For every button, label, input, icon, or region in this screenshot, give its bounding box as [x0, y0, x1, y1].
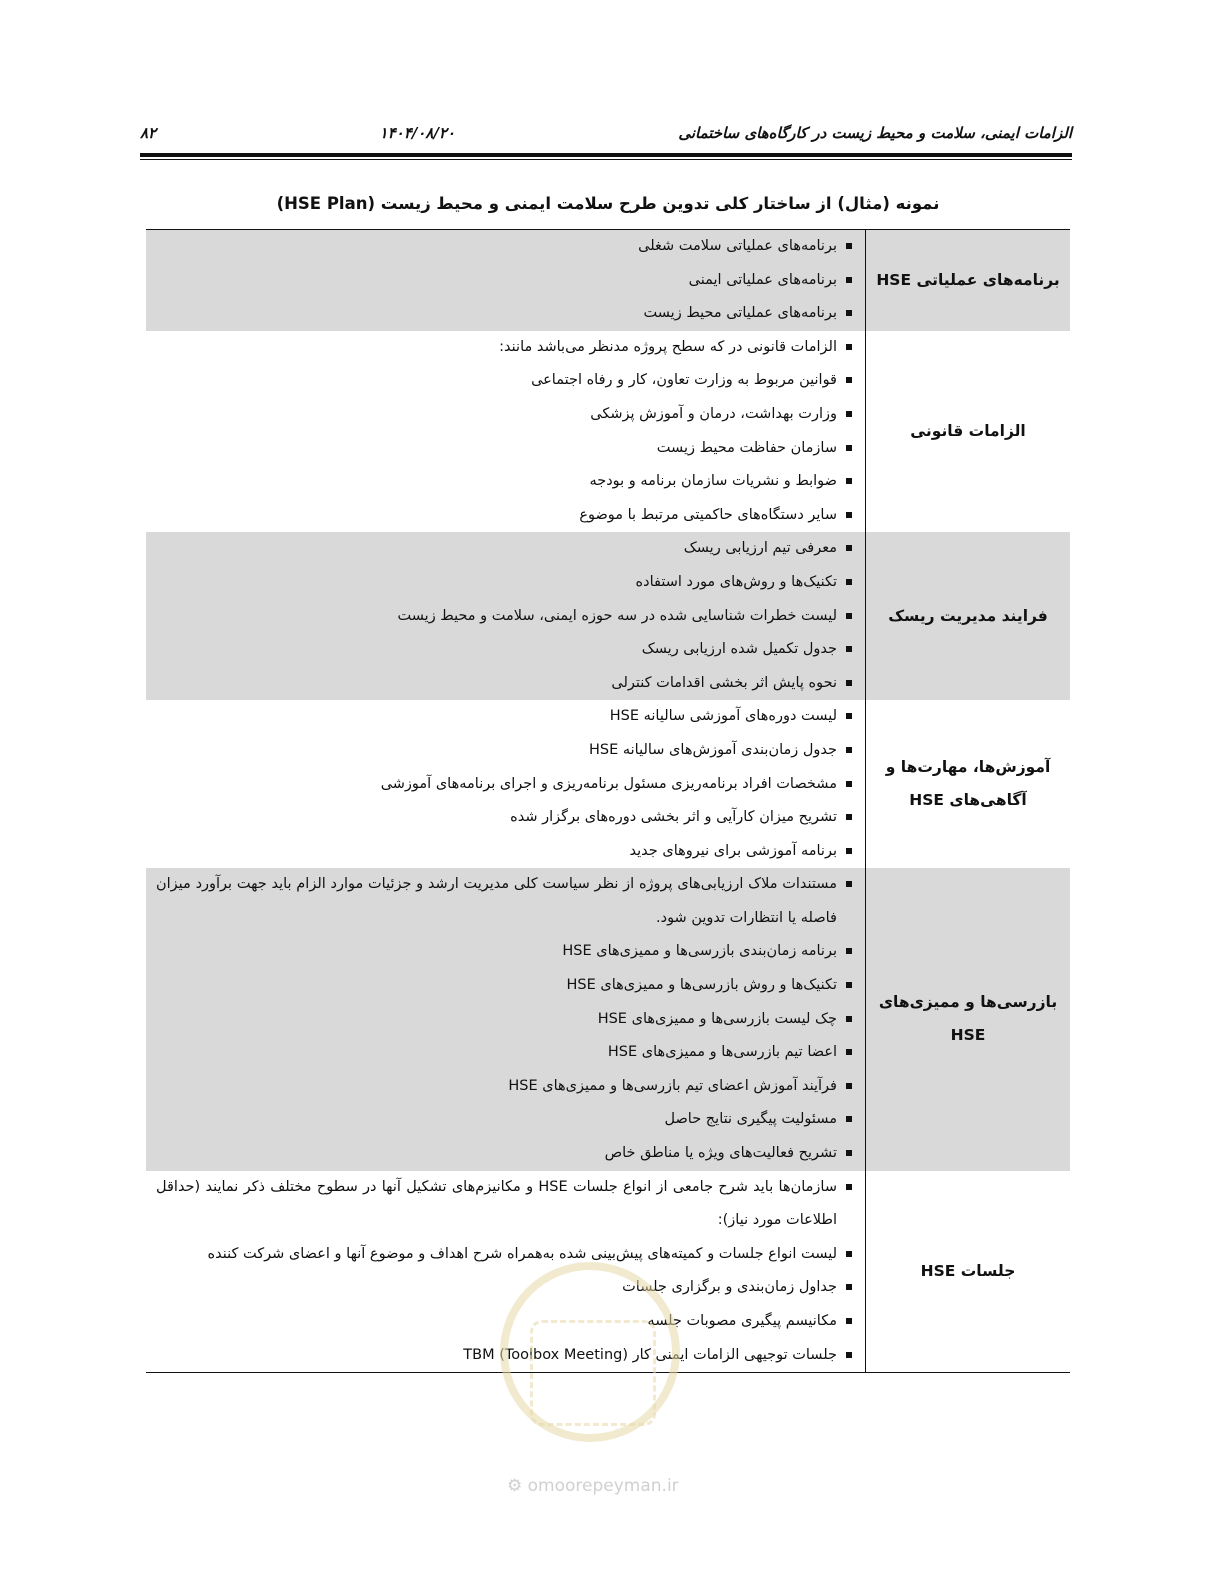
- list-item: سازمان حفاظت محیط زیست: [156, 432, 859, 466]
- bullet-list: [156, 331, 859, 533]
- list-item: قوانین مربوط به وزارت تعاون، کار و رفاه اجتماعی: [156, 364, 859, 398]
- bullet-list: [156, 868, 859, 1170]
- table-row: [146, 532, 1070, 700]
- list-item: مستندات ملاک ارزیابی‌های پروژه از نظر سیاست کلی مدیریت ارشد و جزئیات موارد الزام باید جهت برآورد میزان فاصله یا انتظارات تدوین شود.: [156, 868, 859, 935]
- bullet-list: [156, 700, 859, 868]
- list-item: سازمان‌ها باید شرح جامعی از انواع جلسات HSE و مکانیزم‌های تشکیل آنها در سطوح مختلف ذکر نمایند (حداقل اطلاعات مورد نیاز):: [156, 1171, 859, 1238]
- list-item: لیست دوره‌های آموزشی سالیانه HSE: [156, 700, 859, 734]
- list-item: مسئولیت پیگیری نتایج حاصل: [156, 1103, 859, 1137]
- list-item: وزارت بهداشت، درمان و آموزش پزشکی: [156, 398, 859, 432]
- bullet-list: [156, 230, 859, 331]
- row-heading: آموزش‌ها، مهارت‌ها و آگاهی‌های HSE: [866, 700, 1071, 868]
- table-row: [146, 700, 1070, 868]
- list-item: جداول زمان‌بندی و برگزاری جلسات: [156, 1271, 859, 1305]
- watermark-emblem: [530, 1320, 656, 1426]
- page-header: [140, 118, 1072, 148]
- list-item: مشخصات افراد برنامه‌ریزی مسئول برنامه‌ریزی و اجرای برنامه‌های آموزشی: [156, 768, 859, 802]
- book-title: الزامات ایمنی، سلامت و محیط زیست در کارگاه‌های ساختمانی: [678, 124, 1072, 142]
- list-item: معرفی تیم ارزیابی ریسک: [156, 532, 859, 566]
- table-title: نمونه (مثال) از ساختار کلی تدوین طرح سلامت ایمنی و محیط زیست (HSE Plan): [276, 194, 940, 213]
- list-item: برنامه‌های عملیاتی ایمنی: [156, 264, 859, 298]
- header-rule-thin: [140, 159, 1072, 160]
- list-item: برنامه‌های عملیاتی محیط زیست: [156, 297, 859, 331]
- list-item: الزامات قانونی در که سطح پروژه مدنظر می‌باشد مانند:: [156, 331, 859, 365]
- list-item: ضوابط و نشریات سازمان برنامه و بودجه: [156, 465, 859, 499]
- row-heading: بازرسی‌ها و ممیزی‌های HSE: [866, 868, 1071, 1170]
- list-item: جدول زمان‌بندی آموزش‌های سالیانه HSE: [156, 734, 859, 768]
- list-item: سایر دستگاه‌های حاکمیتی مرتبط با موضوع: [156, 499, 859, 533]
- row-heading: برنامه‌های عملیاتی HSE: [866, 230, 1071, 331]
- hse-plan-table: [146, 229, 1070, 1373]
- list-item: مکانیسم پیگیری مصوبات جلسه: [156, 1305, 859, 1339]
- list-item: لیست انواع جلسات و کمیته‌های پیش‌بینی شده به‌همراه شرح اهداف و موضوع آنها و اعضای شرکت کننده: [156, 1238, 859, 1272]
- list-item: فرآیند آموزش اعضای تیم بازرسی‌ها و ممیزی‌های HSE: [156, 1070, 859, 1104]
- list-item: جلسات توجیهی الزامات ایمنی کار (Toolbox Meeting) TBM: [156, 1339, 859, 1373]
- list-item: تکنیک‌ها و روش‌های مورد استفاده: [156, 566, 859, 600]
- table-row: [146, 868, 1070, 1170]
- header-date: ۱۴۰۴/۰۸/۲۰: [379, 124, 455, 142]
- row-heading: الزامات قانونی: [866, 331, 1071, 533]
- bullet-list: [156, 532, 859, 700]
- list-item: تشریح میزان کارآیی و اثر بخشی دوره‌های برگزار شده: [156, 801, 859, 835]
- table-row: [146, 230, 1070, 331]
- row-heading: جلسات HSE: [866, 1171, 1071, 1373]
- list-item: برنامه آموزشی برای نیروهای جدید: [156, 835, 859, 869]
- list-item: لیست خطرات شناسایی شده در سه حوزه ایمنی، سلامت و محیط زیست: [156, 600, 859, 634]
- page-number: ۸۲: [140, 124, 157, 142]
- list-item: نحوه پایش اثر بخشی اقدامات کنترلی: [156, 667, 859, 701]
- header-rule-thick: [140, 153, 1072, 157]
- list-item: تکنیک‌ها و روش بازرسی‌ها و ممیزی‌های HSE: [156, 969, 859, 1003]
- watermark-url: ⚙ omoorepeyman.ir: [507, 1476, 679, 1496]
- list-item: برنامه زمان‌بندی بازرسی‌ها و ممیزی‌های HSE: [156, 935, 859, 969]
- row-heading: فرایند مدیریت ریسک: [866, 532, 1071, 700]
- list-item: چک لیست بازرسی‌ها و ممیزی‌های HSE: [156, 1003, 859, 1037]
- table-row: [146, 331, 1070, 533]
- list-item: برنامه‌های عملیاتی سلامت شغلی: [156, 230, 859, 264]
- list-item: جدول تکمیل شده ارزیابی ریسک: [156, 633, 859, 667]
- list-item: تشریح فعالیت‌های ویژه یا مناطق خاص: [156, 1137, 859, 1171]
- list-item: اعضا تیم بازرسی‌ها و ممیزی‌های HSE: [156, 1036, 859, 1070]
